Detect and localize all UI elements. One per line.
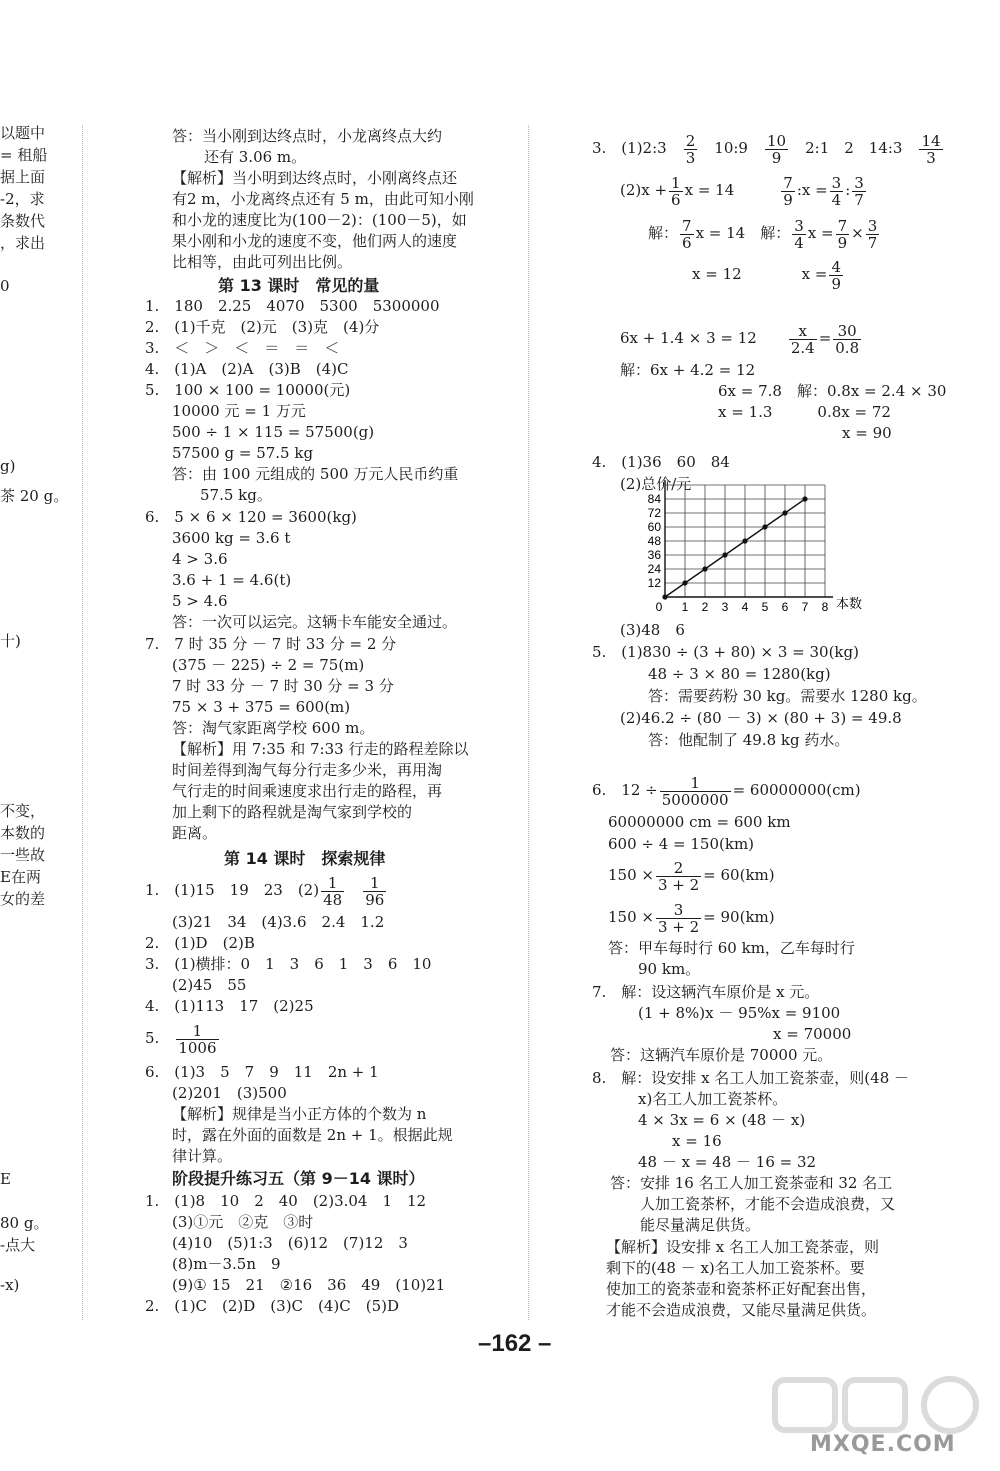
fraction xyxy=(792,218,806,251)
fraction xyxy=(176,1023,218,1056)
denominator: 6 xyxy=(682,233,692,252)
equation-line xyxy=(620,170,868,210)
numerator: 4 xyxy=(831,257,842,276)
answer-line: 4 > 3.6 xyxy=(172,550,228,568)
y-tick-label: 60 xyxy=(647,520,661,534)
answer-line: x = 70000 xyxy=(773,1025,852,1043)
data-point xyxy=(722,552,727,557)
data-point xyxy=(802,496,807,501)
strip-line: 十) xyxy=(0,632,21,650)
answer-line: 3600 kg = 3.6 t xyxy=(172,529,291,547)
equation-text: × xyxy=(851,224,864,242)
answer-text: 10:9 xyxy=(714,139,748,157)
fraction xyxy=(789,323,817,356)
answer-line: 答：需要药粉 30 kg。需要水 1280 kg。 xyxy=(648,687,927,705)
denominator: 3 xyxy=(685,148,696,167)
chart-yticks xyxy=(648,492,662,590)
analysis-line: 和小龙的速度比为(100－2)：(100－5)，如 xyxy=(172,211,467,229)
answer-text: 3. (1)2:3 xyxy=(592,139,667,157)
equation-line: 6x = 7.8 解：0.8x = 2.4 × 30 xyxy=(718,382,947,400)
answer-line: 6. (1)3 5 7 9 11 2n + 1 xyxy=(145,1063,379,1081)
x-tick-label: 8 xyxy=(821,600,829,614)
answer-line: 能尽量满足供货。 xyxy=(640,1216,761,1234)
analysis-line: 使加工的瓷茶壶和瓷茶杯正好配套出售， xyxy=(606,1280,877,1298)
strip-line: 0 xyxy=(0,277,10,295)
chart-ylabel: (2)总价/元 xyxy=(620,475,692,493)
answer-line: 3. ＜ ＞ ＜ ＝ ＝ ＜ xyxy=(145,339,340,357)
equation-text: x = xyxy=(807,224,834,242)
numerator: 1 xyxy=(660,775,731,792)
fraction xyxy=(680,218,694,251)
numerator: 3 xyxy=(854,173,864,192)
fraction xyxy=(830,175,844,208)
numerator: 2 xyxy=(656,860,701,877)
analysis-line: 【解析】用 7:35 和 7:33 行走的路程差除以 xyxy=(172,740,469,758)
x-tick-label: 4 xyxy=(741,600,749,614)
answer-line: (2)45 55 xyxy=(172,976,247,994)
denominator: 4 xyxy=(794,233,804,252)
answer-line: 5. (1)830 ÷ (3 + 80) × 3 = 30(kg) xyxy=(592,643,859,661)
fraction xyxy=(669,175,683,208)
answer-text: 150 × xyxy=(608,866,654,884)
x-tick-label: 6 xyxy=(781,600,789,614)
analysis-line: 【解析】规律是当小正方体的个数为 n xyxy=(172,1105,427,1123)
page-number: –162 – xyxy=(478,1330,552,1357)
fraction xyxy=(833,323,861,356)
fraction xyxy=(836,218,850,251)
strip-line: 茶 20 g。 xyxy=(0,487,69,505)
fraction xyxy=(765,133,788,166)
strip-line: = 租船 xyxy=(0,146,48,164)
answer-line xyxy=(608,897,775,937)
answer-line: 答：一次可以运完。这辆卡车能安全通过。 xyxy=(172,613,458,631)
fraction xyxy=(866,218,880,251)
answer-line: 4 × 3x = 6 × (48 － x) xyxy=(638,1111,806,1129)
line-chart xyxy=(640,480,890,620)
answer-line: 5 > 4.6 xyxy=(172,592,228,610)
answer-line: 3.6 + 1 = 4.6(t) xyxy=(172,571,292,589)
strip-line: E在两 xyxy=(0,868,41,886)
equation-text: = xyxy=(818,329,832,347)
column-divider xyxy=(528,125,529,1320)
numerator: 30 xyxy=(833,323,861,340)
x-tick-label: 3 xyxy=(721,600,729,614)
answer-line xyxy=(592,128,945,168)
answer-line xyxy=(608,855,775,895)
answer-line: 答：安排 16 名工人加工瓷茶壶和 32 名工 xyxy=(610,1174,893,1192)
numerator: 1 xyxy=(671,173,681,192)
equation-line xyxy=(648,213,881,253)
answer-line: (1 + 8%)x － 95%x = 9100 xyxy=(638,1004,841,1022)
fraction xyxy=(684,133,698,166)
answer-line xyxy=(145,872,388,908)
y-tick-label: 72 xyxy=(647,506,661,520)
denominator: 7 xyxy=(854,190,864,209)
numerator: 3 xyxy=(656,902,701,919)
x-tick-label: 5 xyxy=(761,600,769,614)
fraction xyxy=(363,875,386,908)
strip-line: ，求出 xyxy=(0,234,46,252)
strip-line: -x) xyxy=(0,1276,20,1294)
strip-line: 一些故 xyxy=(0,846,46,864)
answer-line: 4. (1)113 17 (2)25 xyxy=(145,997,314,1015)
analysis-line: 律计算。 xyxy=(172,1147,233,1165)
fraction xyxy=(656,860,701,893)
numerator: 7 xyxy=(783,173,793,192)
numerator: 7 xyxy=(682,216,692,235)
section-heading: 第 13 课时 常见的量 xyxy=(218,276,380,295)
answer-text: 6. 12 ÷ xyxy=(592,781,658,799)
strip-line: E xyxy=(0,1170,11,1188)
answer-line: (2)46.2 ÷ (80 － 3) × (80 + 3) = 49.8 xyxy=(620,709,902,727)
answer-line: 还有 3.06 m。 xyxy=(204,148,307,166)
denominator: 3 xyxy=(926,148,936,167)
answer-line xyxy=(592,770,861,810)
analysis-line: 气行走的时间乘速度求出行走的路程，再 xyxy=(172,782,443,800)
fraction xyxy=(919,133,942,166)
equation-line xyxy=(692,254,845,294)
strip-line: 不变， xyxy=(0,802,46,820)
denominator: 48 xyxy=(323,890,343,909)
answer-text: 5. xyxy=(145,1029,160,1047)
strip-line: 以题中 xyxy=(0,124,46,142)
column-divider xyxy=(82,125,83,1320)
answer-line: (4)10 (5)1:3 (6)12 (7)12 3 xyxy=(172,1234,408,1252)
answer-line: 75 × 3 + 375 = 600(m) xyxy=(172,698,351,716)
denominator: 9 xyxy=(831,274,842,293)
strip-line: -点大 xyxy=(0,1236,36,1254)
answer-line: 57500 g = 57.5 kg xyxy=(172,444,314,462)
answer-line: 48 ÷ 3 × 80 = 1280(kg) xyxy=(648,665,831,683)
answer-line: 60000000 cm = 600 km xyxy=(608,813,791,831)
y-tick-label: 24 xyxy=(647,562,661,576)
fraction xyxy=(781,175,795,208)
watermark-text: MXQE.COM xyxy=(810,1432,956,1457)
answer-line: x = 16 xyxy=(672,1132,722,1150)
answer-line: 4. (1)36 60 84 xyxy=(592,453,730,471)
answer-line: 答：他配制了 49.8 kg 药水。 xyxy=(648,731,850,749)
answer-text: 2:1 2 14:3 xyxy=(805,139,903,157)
denominator: 9 xyxy=(837,233,848,252)
answer-line: 2. (1)D (2)B xyxy=(145,934,255,952)
analysis-line: 加上剩下的路程就是淘气家到学校的 xyxy=(172,803,413,821)
answer-line: 8. 解：设安排 x 名工人加工瓷茶壶，则(48 － xyxy=(592,1069,910,1087)
answer-text: = 60000000(cm) xyxy=(732,781,861,799)
strip-line: 女的差 xyxy=(0,890,46,908)
analysis-line: 有2 m，小龙离终点还有 5 m，由此可知小刚 xyxy=(172,190,474,208)
answer-line: 5. 100 × 100 = 10000(元) xyxy=(145,381,351,399)
answer-line: 答：由 100 元组成的 500 万元人民币约重 xyxy=(172,465,459,483)
answer-line: 57.5 kg。 xyxy=(200,486,272,504)
equation-line xyxy=(620,318,863,358)
section-heading: 第 14 课时 探索规律 xyxy=(224,849,386,868)
analysis-line: 比相等，由此可列出比例。 xyxy=(172,253,353,271)
data-point xyxy=(682,580,687,585)
numerator: 1 xyxy=(321,875,344,892)
data-point xyxy=(702,566,707,571)
fraction xyxy=(852,175,866,208)
chart-xticks xyxy=(656,600,829,614)
equation-text: (2)x + xyxy=(620,181,668,199)
strip-line: 据上面 xyxy=(0,168,46,186)
strip-line: g) xyxy=(0,457,16,475)
answer-line: (3)21 34 (4)3.6 2.4 1.2 xyxy=(172,913,385,931)
data-point xyxy=(762,524,767,529)
equation-text: : xyxy=(845,181,851,199)
data-point xyxy=(782,510,787,515)
strip-line: 本数的 xyxy=(0,824,46,842)
answer-text: 1. (1)15 19 23 (2) xyxy=(145,881,320,899)
answer-line: 10000 元 = 1 万元 xyxy=(172,402,306,420)
answer-line xyxy=(145,1020,221,1056)
numerator: 1 xyxy=(176,1023,218,1040)
numerator: x xyxy=(789,323,817,340)
denominator: 9 xyxy=(771,148,782,167)
equation-text: x = 12 xyxy=(692,265,742,283)
answer-line: x)名工人加工瓷茶杯。 xyxy=(638,1090,788,1108)
numerator: 3 xyxy=(794,216,804,235)
answer-line: 答：甲车每时行 60 km，乙车每时行 xyxy=(608,939,855,957)
analysis-line: 【解析】当小明到达终点时，小刚离终点还 xyxy=(172,169,458,187)
numerator: 3 xyxy=(867,216,878,235)
chart-xlabel: 本数 xyxy=(836,597,863,612)
equation-text: :x = xyxy=(796,181,828,199)
answer-line: 3. (1)横排：0 1 3 6 1 3 6 10 xyxy=(145,955,432,973)
analysis-line: 果小刚和小龙的速度不变，他们两人的速度 xyxy=(172,232,458,250)
answer-line: 600 ÷ 4 = 150(km) xyxy=(608,835,755,853)
denominator: 5000000 xyxy=(661,790,729,809)
equation-text: x = 14 xyxy=(684,181,735,199)
y-tick-label: 12 xyxy=(647,576,661,590)
answer-line: 2. (1)千克 (2)元 (3)克 (4)分 xyxy=(145,318,380,336)
answer-line: 6. 5 × 6 × 120 = 3600(kg) xyxy=(145,508,357,526)
equation-text: 6x + 1.4 × 3 = 12 xyxy=(620,329,757,347)
denominator: 1006 xyxy=(178,1038,217,1057)
numerator: 2 xyxy=(685,131,696,150)
x-tick-label: 1 xyxy=(681,600,689,614)
answer-line: (3)48 6 xyxy=(620,621,685,639)
answer-line: (3)①元 ②克 ③时 xyxy=(172,1213,314,1231)
answer-line: 答：淘气家距离学校 600 m。 xyxy=(172,719,375,737)
answer-line: 答：当小刚到达终点时，小龙离终点大约 xyxy=(172,127,443,145)
analysis-line: 才能不会造成浪费，又能尽量满足供货。 xyxy=(606,1301,877,1319)
answer-line: 7. 解：设这辆汽车原价是 x 元。 xyxy=(592,983,820,1001)
answer-line: (9)① 15 21 ②16 36 49 (10)21 xyxy=(172,1276,446,1294)
answer-line: 7 时 33 分 － 7 时 30 分 = 3 分 xyxy=(172,677,394,695)
denominator: 7 xyxy=(867,233,878,252)
analysis-line: 剩下的(48 － x)名工人加工瓷茶杯。要 xyxy=(606,1259,865,1277)
x-tick-label: 7 xyxy=(801,600,809,614)
strip-line: -2，求 xyxy=(0,190,45,208)
fraction xyxy=(829,259,843,292)
denominator: 3 + 2 xyxy=(657,875,700,894)
equation-text: x = xyxy=(801,265,828,283)
denominator: 4 xyxy=(831,190,842,209)
analysis-line: 时间差得到淘气每分行走多少米，再用淘 xyxy=(172,761,443,779)
answer-text: 150 × xyxy=(608,908,654,926)
data-point xyxy=(742,538,747,543)
answer-line: 7. 7 时 35 分 － 7 时 33 分 = 2 分 xyxy=(145,635,397,653)
answer-text: = 60(km) xyxy=(703,866,775,884)
x-tick-label: 0 xyxy=(655,600,663,614)
equation-line: x = 1.3 0.8x = 72 xyxy=(718,403,891,421)
numerator: 7 xyxy=(837,216,848,235)
answer-line: 1. 180 2.25 4070 5300 5300000 xyxy=(145,297,440,315)
answer-line: 答：这辆汽车原价是 70000 元。 xyxy=(610,1046,833,1064)
numerator: 1 xyxy=(363,875,386,892)
section-heading: 阶段提升练习五（第 9－14 课时） xyxy=(172,1169,425,1188)
analysis-line: 距离。 xyxy=(172,824,218,842)
equation-text: 解： xyxy=(648,224,679,242)
answer-line: 1. (1)8 10 2 40 (2)3.04 1 12 xyxy=(145,1192,427,1210)
equation-text: 解： xyxy=(760,224,791,242)
analysis-line: 【解析】设安排 x 名工人加工瓷茶壶，则 xyxy=(606,1238,879,1256)
analysis-line: 时，露在外面的面数是 2n + 1。根据此规 xyxy=(172,1126,453,1144)
answer-line: 人加工瓷茶杯，才能不会造成浪费，又 xyxy=(640,1195,896,1213)
fraction xyxy=(656,902,701,935)
denominator: 6 xyxy=(671,190,681,209)
denominator: 2.4 xyxy=(790,338,815,357)
numerator: 10 xyxy=(766,131,787,150)
answer-line: (8)m－3.5n 9 xyxy=(172,1255,281,1273)
denominator: 96 xyxy=(365,890,385,909)
y-tick-label: 84 xyxy=(647,492,661,506)
answer-line: (2)201 (3)500 xyxy=(172,1084,287,1102)
denominator: 9 xyxy=(783,190,793,209)
x-tick-label: 2 xyxy=(701,600,709,614)
equation-line: x = 90 xyxy=(842,424,892,442)
answer-line: 4. (1)A (2)A (3)B (4)C xyxy=(145,360,349,378)
answer-text: = 90(km) xyxy=(703,908,775,926)
y-tick-label: 48 xyxy=(647,534,661,548)
answer-line: 48 － x = 48 － 16 = 32 xyxy=(638,1153,817,1171)
chart-series xyxy=(662,496,807,599)
strip-line: 80 g。 xyxy=(0,1214,49,1232)
y-tick-label: 36 xyxy=(647,548,661,562)
answer-line: 500 ÷ 1 × 115 = 57500(g) xyxy=(172,423,375,441)
data-point xyxy=(662,594,667,599)
numerator: 3 xyxy=(831,173,842,192)
answer-line: 90 km。 xyxy=(638,960,701,978)
strip-line: 条数代 xyxy=(0,212,46,230)
denominator: 0.8 xyxy=(835,338,860,357)
answer-line: 2. (1)C (2)D (3)C (4)C (5)D xyxy=(145,1297,400,1315)
answer-line: (375 － 225) ÷ 2 = 75(m) xyxy=(172,656,365,674)
equation-text: x = 14 xyxy=(695,224,746,242)
equation-line: 解：6x + 4.2 = 12 xyxy=(620,361,756,379)
fraction xyxy=(660,775,731,808)
numerator: 14 xyxy=(921,131,941,150)
fraction xyxy=(321,875,344,908)
denominator: 3 + 2 xyxy=(657,917,700,936)
